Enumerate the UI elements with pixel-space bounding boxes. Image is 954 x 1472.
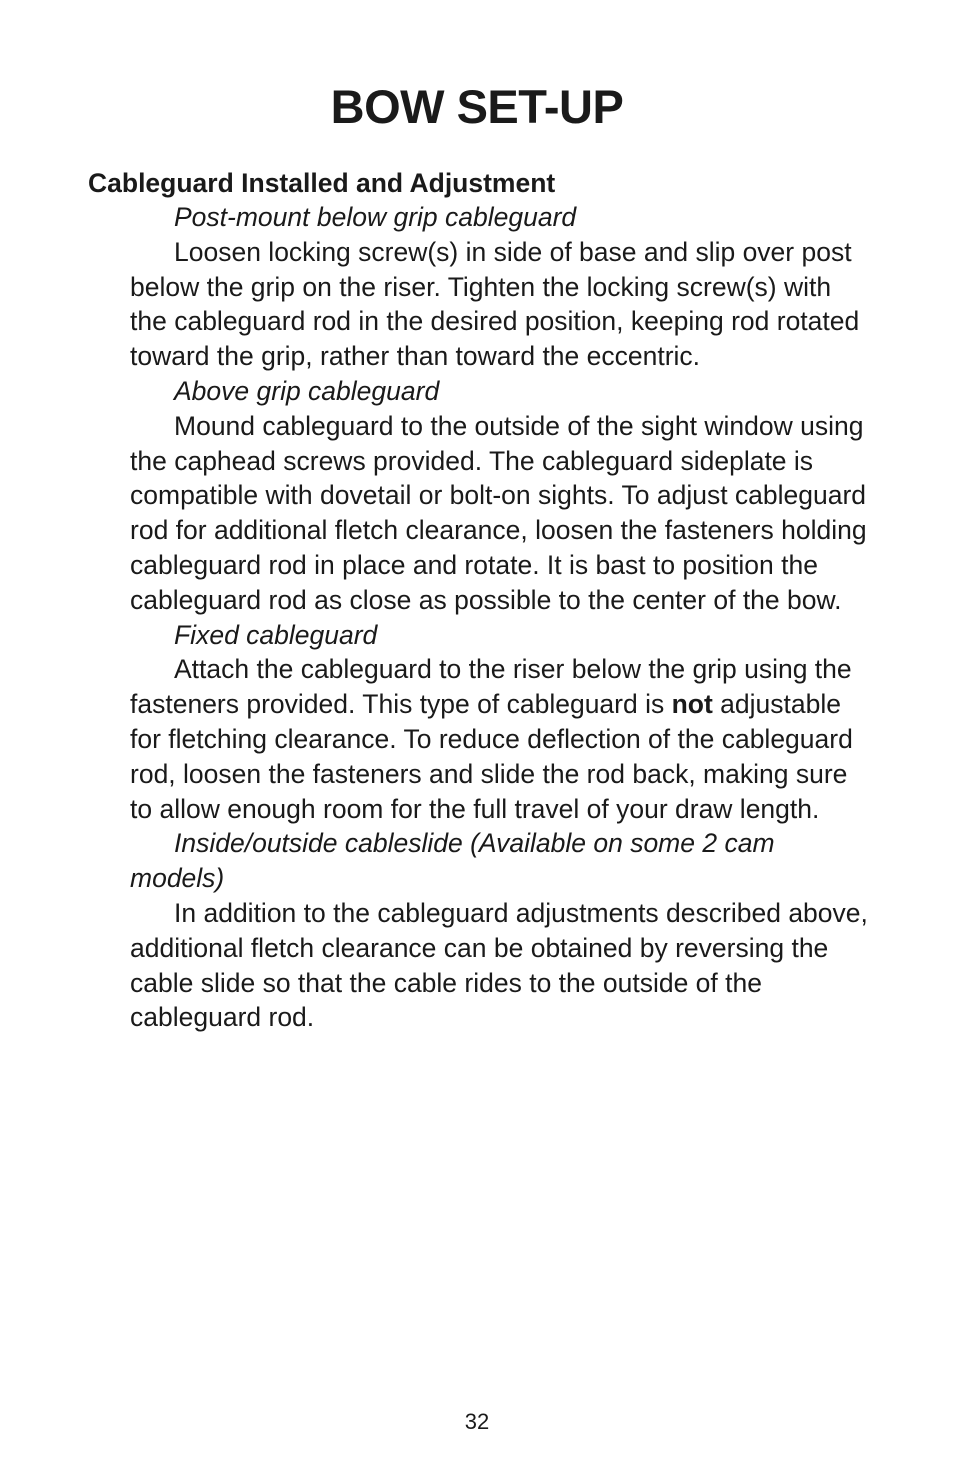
page-number: 32 [464,1409,490,1434]
paragraph-above-grip: Mound cableguard to the outside of the sight window using the caphead screws provided. The cableguard sideplate is compatible with dovetail or bolt-on sights. To adjust cableguard rod for additional fletch clearance, loosen the fasteners holding cableguard rod in place and rotate. It is bast to position the cableguard rod as close as possible to the center of the bow. [130,410,867,615]
paragraph-fixed-end: adjustable for fletching clearance. To reduce deflection of the cableguard rod, loosen the fasteners and slide the rod back, making sure to allow enough room for the full travel of your draw length. [130,689,853,824]
page-title: BOW SET-UP [330,80,624,133]
section-heading: Cableguard Installed and Adjustment [88,168,556,198]
subheading-cableslide: Inside/outside cableslide (Available on some 2 cam models) [130,828,775,894]
paragraph-post-mount: Loosen locking screw(s) in side of base and slip over post below the grip on the riser. Tighten the locking screw(s) with the cableguard rod in the desired position, keeping rod rotated toward the grip, rather than toward the eccentric. [130,236,860,372]
manual-body [130,200,870,1035]
paragraph-fixed-emphasis: not [671,689,713,720]
paragraph-fixed [130,652,870,826]
paragraph-cableslide: In addition to the cableguard adjustments described above, additional fletch clearance can be obtained by reversing the cable slide so that the cable rides to the outside of the cableguard rod. [130,897,868,1033]
paragraph-fixed-start: Attach the cableguard to the riser below the grip using the fasteners provided. This type of cableguard is [130,654,852,720]
subheading-fixed: Fixed cableguard [174,619,378,650]
subheading-above-grip: Above grip cableguard [174,375,440,406]
subheading-post-mount: Post-mount below grip cableguard [174,202,577,232]
